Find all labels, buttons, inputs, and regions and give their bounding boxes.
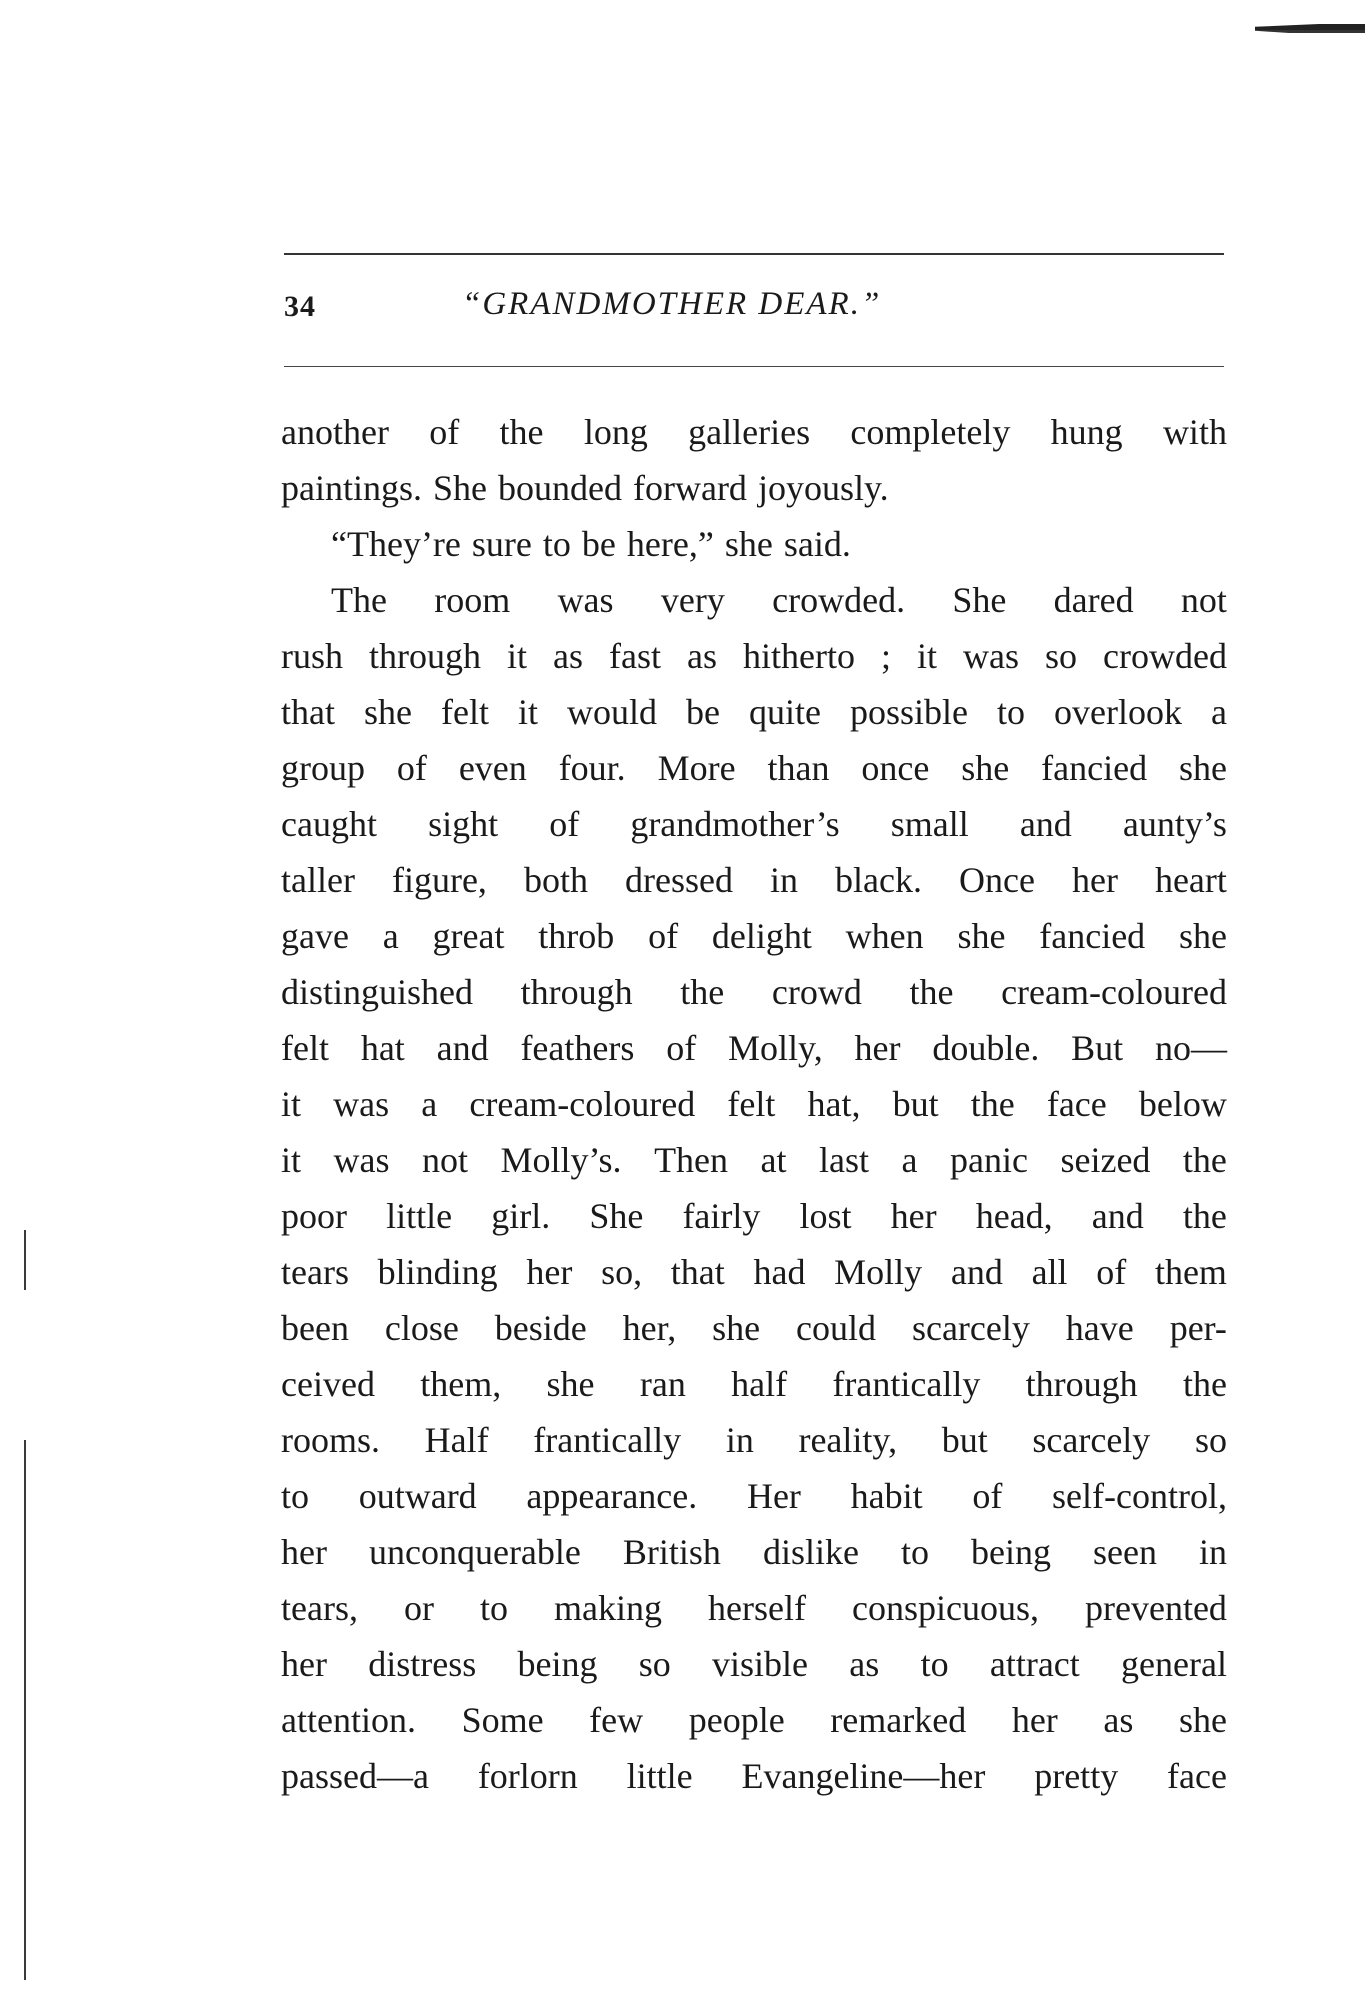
- text-line: distinguished through the crowd the cream-coloured: [281, 972, 1227, 1012]
- text-line: her distress being so visible as to attract general: [281, 1644, 1227, 1684]
- text-line: attention. Some few people remarked her as she: [281, 1700, 1227, 1740]
- header-rule-top: [284, 253, 1224, 255]
- text-line: tears blinding her so, that had Molly and all of them: [281, 1252, 1227, 1292]
- book-title: “GRANDMOTHER DEAR.”: [462, 286, 882, 322]
- text-line: tears, or to making herself conspicuous, prevented: [281, 1588, 1227, 1628]
- text-line: The room was very crowded. She dared not: [331, 580, 1227, 620]
- scan-edge-line: [24, 1230, 26, 1290]
- text-line: another of the long galleries completely hung with: [281, 412, 1227, 452]
- body-text: [281, 404, 1227, 1804]
- text-line: passed—a forlorn little Evangeline—her pretty face: [281, 1756, 1227, 1796]
- text-line: rooms. Half frantically in reality, but scarcely so: [281, 1420, 1227, 1460]
- text-line: gave a great throb of delight when she fancied she: [281, 916, 1227, 956]
- page-number: 34: [284, 290, 316, 323]
- text-line: it was not Molly’s. Then at last a panic seized the: [281, 1140, 1227, 1180]
- text-line: rush through it as fast as hitherto ; it was so crowded: [281, 636, 1227, 676]
- text-line: caught sight of grandmother’s small and aunty’s: [281, 804, 1227, 844]
- scan-corner-mark: [1255, 22, 1365, 38]
- text-line: felt hat and feathers of Molly, her double. But no—: [281, 1028, 1227, 1068]
- text-line: to outward appearance. Her habit of self-control,: [281, 1476, 1227, 1516]
- scan-edge-line: [24, 1440, 26, 1980]
- text-line: that she felt it would be quite possible to overlook a: [281, 692, 1227, 732]
- header-rule-bottom: [284, 366, 1224, 367]
- running-head: [284, 286, 1224, 336]
- text-line: ceived them, she ran half frantically through the: [281, 1364, 1227, 1404]
- text-line: group of even four. More than once she fancied she: [281, 748, 1227, 788]
- text-line: her unconquerable British dislike to being seen in: [281, 1532, 1227, 1572]
- text-line: poor little girl. She fairly lost her head, and the: [281, 1196, 1227, 1236]
- text-line: “They’re sure to be here,” she said.: [331, 524, 851, 564]
- text-line: paintings. She bounded forward joyously.: [281, 468, 889, 508]
- text-line: taller figure, both dressed in black. Once her heart: [281, 860, 1227, 900]
- text-line: been close beside her, she could scarcely have per-: [281, 1308, 1227, 1348]
- text-line: it was a cream-coloured felt hat, but the face below: [281, 1084, 1227, 1124]
